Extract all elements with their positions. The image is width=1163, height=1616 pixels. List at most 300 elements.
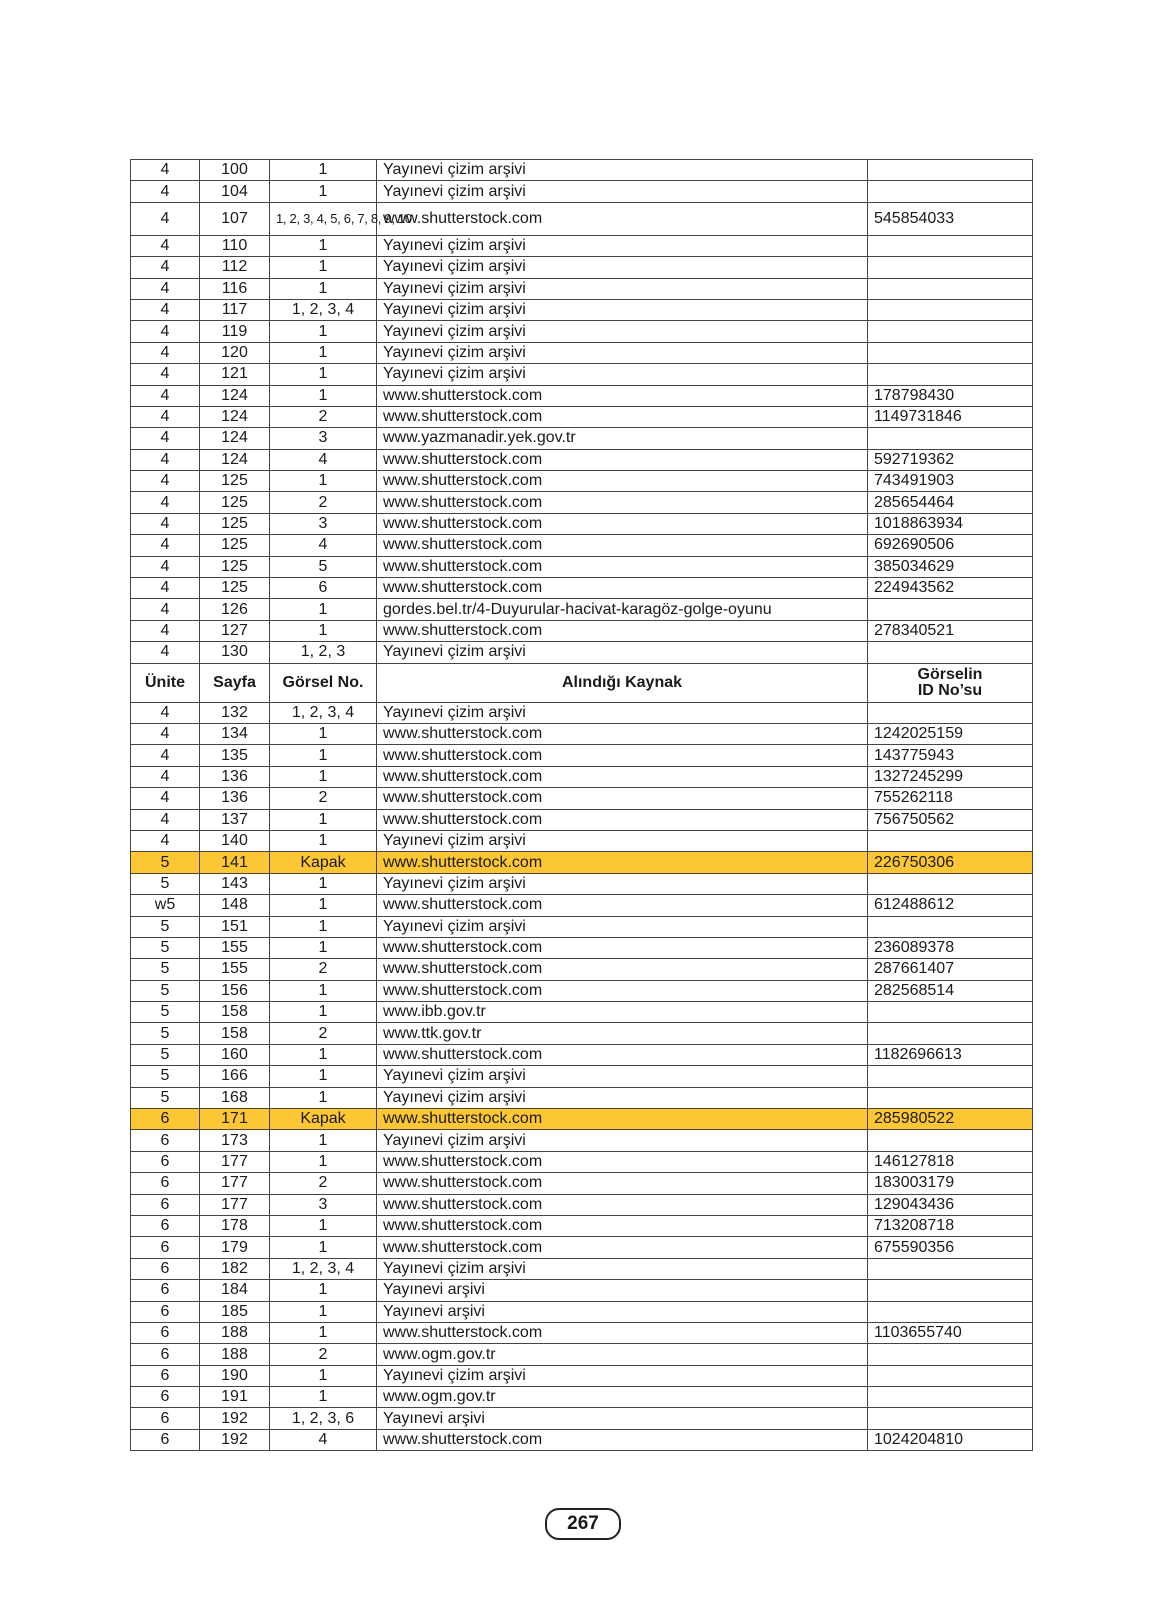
cell-unit: 4 bbox=[131, 745, 200, 766]
cell-page: 136 bbox=[200, 788, 270, 809]
table-row bbox=[131, 830, 1033, 851]
cell-unit: 4 bbox=[131, 556, 200, 577]
cell-page: 155 bbox=[200, 959, 270, 980]
table-row bbox=[131, 492, 1033, 513]
cell-unit: 4 bbox=[131, 830, 200, 851]
cell-unit: 6 bbox=[131, 1365, 200, 1386]
cell-source: Yayınevi çizim arşivi bbox=[377, 181, 868, 202]
cell-image-no: 1 bbox=[270, 830, 377, 851]
cell-image-id bbox=[868, 873, 1033, 894]
cell-image-id bbox=[868, 599, 1033, 620]
table-header-row-group bbox=[131, 663, 1033, 702]
cell-image-no: 2 bbox=[270, 959, 377, 980]
cell-page: 137 bbox=[200, 809, 270, 830]
cell-page: 191 bbox=[200, 1387, 270, 1408]
cell-image-no: Kapak bbox=[270, 852, 377, 873]
cell-image-no: 1 bbox=[270, 745, 377, 766]
table-row bbox=[131, 620, 1033, 641]
table-row bbox=[131, 364, 1033, 385]
cell-page: 173 bbox=[200, 1130, 270, 1151]
cell-source: www.shutterstock.com bbox=[377, 1429, 868, 1450]
table-row bbox=[131, 809, 1033, 830]
cell-image-no: 2 bbox=[270, 492, 377, 513]
table-row bbox=[131, 578, 1033, 599]
table-body-top bbox=[131, 160, 1033, 664]
cell-image-no: 1 bbox=[270, 1237, 377, 1258]
cell-source: Yayınevi çizim arşivi bbox=[377, 160, 868, 181]
cell-page: 140 bbox=[200, 830, 270, 851]
cell-image-id bbox=[868, 299, 1033, 320]
cell-image-no: 1 bbox=[270, 321, 377, 342]
cell-source: www.shutterstock.com bbox=[377, 578, 868, 599]
cell-unit: 4 bbox=[131, 723, 200, 744]
cell-image-id: 756750562 bbox=[868, 809, 1033, 830]
table-row bbox=[131, 1237, 1033, 1258]
cell-unit: 4 bbox=[131, 278, 200, 299]
cell-image-no: 4 bbox=[270, 1429, 377, 1450]
header-image-id-line1: Görselin bbox=[917, 665, 983, 683]
cell-page: 104 bbox=[200, 181, 270, 202]
table-header-row bbox=[131, 663, 1033, 702]
cell-unit: 4 bbox=[131, 181, 200, 202]
cell-page: 120 bbox=[200, 342, 270, 363]
cell-image-id: 1018863934 bbox=[868, 513, 1033, 534]
cell-image-id: 146127818 bbox=[868, 1151, 1033, 1172]
header-unit: Ünite bbox=[131, 663, 200, 702]
cell-image-no: 1, 2, 3, 4, 5, 6, 7, 8, 9, 10 bbox=[270, 202, 377, 235]
cell-page: 124 bbox=[200, 428, 270, 449]
cell-image-no: 1 bbox=[270, 873, 377, 894]
cell-image-no: 1 bbox=[270, 1215, 377, 1236]
cell-unit: 5 bbox=[131, 1044, 200, 1065]
table-row bbox=[131, 1365, 1033, 1386]
cell-page: 119 bbox=[200, 321, 270, 342]
cell-image-id: 1024204810 bbox=[868, 1429, 1033, 1450]
header-source: Alındığı Kaynak bbox=[377, 663, 868, 702]
cell-page: 143 bbox=[200, 873, 270, 894]
table-row bbox=[131, 1280, 1033, 1301]
cell-page: 125 bbox=[200, 471, 270, 492]
table-row bbox=[131, 937, 1033, 958]
cell-source: Yayınevi çizim arşivi bbox=[377, 1130, 868, 1151]
cell-unit: 6 bbox=[131, 1429, 200, 1450]
cell-source: www.yazmanadir.yek.gov.tr bbox=[377, 428, 868, 449]
table-row bbox=[131, 1301, 1033, 1322]
cell-source: gordes.bel.tr/4-Duyurular-hacivat-karagöz-golge-oyunu bbox=[377, 599, 868, 620]
cell-page: 126 bbox=[200, 599, 270, 620]
cell-unit: 5 bbox=[131, 980, 200, 1001]
cell-unit: 4 bbox=[131, 599, 200, 620]
cell-page: 177 bbox=[200, 1151, 270, 1172]
cell-image-no: 1 bbox=[270, 1044, 377, 1065]
cell-image-no: 1, 2, 3 bbox=[270, 642, 377, 663]
cell-image-no: 1 bbox=[270, 1151, 377, 1172]
table-row bbox=[131, 1429, 1033, 1450]
cell-page: 179 bbox=[200, 1237, 270, 1258]
cell-image-no: 1, 2, 3, 4 bbox=[270, 702, 377, 723]
cell-unit: 5 bbox=[131, 1066, 200, 1087]
cell-unit: 6 bbox=[131, 1258, 200, 1279]
cell-source: www.shutterstock.com bbox=[377, 202, 868, 235]
cell-image-no: 3 bbox=[270, 1194, 377, 1215]
table-row bbox=[131, 1258, 1033, 1279]
cell-image-no: 1 bbox=[270, 235, 377, 256]
table-row bbox=[131, 471, 1033, 492]
cell-image-no: 1 bbox=[270, 1301, 377, 1322]
cell-image-no: 1 bbox=[270, 599, 377, 620]
table-row bbox=[131, 702, 1033, 723]
table-row bbox=[131, 642, 1033, 663]
cell-unit: 4 bbox=[131, 809, 200, 830]
cell-unit: 6 bbox=[131, 1280, 200, 1301]
cell-page: 185 bbox=[200, 1301, 270, 1322]
cell-source: www.shutterstock.com bbox=[377, 766, 868, 787]
table-row bbox=[131, 257, 1033, 278]
cell-source: Yayınevi çizim arşivi bbox=[377, 1087, 868, 1108]
table-row bbox=[131, 788, 1033, 809]
cell-image-no: 1 bbox=[270, 257, 377, 278]
cell-image-id bbox=[868, 1130, 1033, 1151]
cell-source: Yayınevi çizim arşivi bbox=[377, 1066, 868, 1087]
table-row bbox=[131, 406, 1033, 427]
table-row bbox=[131, 723, 1033, 744]
header-image-id-line2: ID No’su bbox=[917, 681, 983, 699]
cell-image-id: 287661407 bbox=[868, 959, 1033, 980]
cell-source: Yayınevi arşivi bbox=[377, 1301, 868, 1322]
cell-image-no: 2 bbox=[270, 788, 377, 809]
cell-unit: w5 bbox=[131, 895, 200, 916]
table-row bbox=[131, 1344, 1033, 1365]
cell-image-id bbox=[868, 257, 1033, 278]
cell-image-id bbox=[868, 1002, 1033, 1023]
cell-source: www.shutterstock.com bbox=[377, 895, 868, 916]
cell-unit: 6 bbox=[131, 1173, 200, 1194]
cell-source: www.shutterstock.com bbox=[377, 980, 868, 1001]
cell-unit: 4 bbox=[131, 535, 200, 556]
cell-unit: 4 bbox=[131, 342, 200, 363]
cell-page: 192 bbox=[200, 1408, 270, 1429]
cell-image-id: 1182696613 bbox=[868, 1044, 1033, 1065]
cell-image-id: 129043436 bbox=[868, 1194, 1033, 1215]
table-row bbox=[131, 745, 1033, 766]
cell-unit: 4 bbox=[131, 235, 200, 256]
cell-image-id: 592719362 bbox=[868, 449, 1033, 470]
cell-image-no: 1 bbox=[270, 766, 377, 787]
cell-image-no: 5 bbox=[270, 556, 377, 577]
table-row bbox=[131, 873, 1033, 894]
cell-image-no: 4 bbox=[270, 535, 377, 556]
cell-image-id: 143775943 bbox=[868, 745, 1033, 766]
cell-source: Yayınevi çizim arşivi bbox=[377, 257, 868, 278]
cell-image-id: 675590356 bbox=[868, 1237, 1033, 1258]
cell-image-no: 1 bbox=[270, 937, 377, 958]
cell-source: www.shutterstock.com bbox=[377, 1194, 868, 1215]
cell-page: 171 bbox=[200, 1109, 270, 1130]
cell-page: 121 bbox=[200, 364, 270, 385]
cell-image-id bbox=[868, 642, 1033, 663]
cell-image-no: 1 bbox=[270, 342, 377, 363]
table-row bbox=[131, 556, 1033, 577]
cell-unit: 4 bbox=[131, 364, 200, 385]
cell-page: 168 bbox=[200, 1087, 270, 1108]
cell-unit: 6 bbox=[131, 1344, 200, 1365]
cell-unit: 4 bbox=[131, 702, 200, 723]
cell-image-id: 285654464 bbox=[868, 492, 1033, 513]
cell-source: www.shutterstock.com bbox=[377, 723, 868, 744]
cell-image-no: 3 bbox=[270, 428, 377, 449]
cell-image-no: 1 bbox=[270, 385, 377, 406]
cell-unit: 4 bbox=[131, 299, 200, 320]
cell-image-id: 178798430 bbox=[868, 385, 1033, 406]
cell-page: 124 bbox=[200, 385, 270, 406]
page-number: 267 bbox=[545, 1508, 621, 1540]
cell-image-no: 1 bbox=[270, 620, 377, 641]
cell-unit: 6 bbox=[131, 1387, 200, 1408]
cell-image-no: 1 bbox=[270, 809, 377, 830]
table-row bbox=[131, 1130, 1033, 1151]
table-row bbox=[131, 449, 1033, 470]
cell-image-id bbox=[868, 342, 1033, 363]
cell-source: www.ttk.gov.tr bbox=[377, 1023, 868, 1044]
cell-unit: 4 bbox=[131, 428, 200, 449]
cell-page: 184 bbox=[200, 1280, 270, 1301]
cell-unit: 5 bbox=[131, 1023, 200, 1044]
cell-image-id: 278340521 bbox=[868, 620, 1033, 641]
cell-image-no: 1 bbox=[270, 1066, 377, 1087]
cell-image-id: 236089378 bbox=[868, 937, 1033, 958]
cell-page: 110 bbox=[200, 235, 270, 256]
cell-page: 178 bbox=[200, 1215, 270, 1236]
cell-unit: 4 bbox=[131, 160, 200, 181]
table-row bbox=[131, 1044, 1033, 1065]
cell-page: 125 bbox=[200, 535, 270, 556]
cell-page: 156 bbox=[200, 980, 270, 1001]
cell-image-no: 1 bbox=[270, 1387, 377, 1408]
table-row bbox=[131, 959, 1033, 980]
table-row bbox=[131, 980, 1033, 1001]
table-row bbox=[131, 321, 1033, 342]
cell-page: 188 bbox=[200, 1344, 270, 1365]
cell-unit: 4 bbox=[131, 492, 200, 513]
cell-source: www.shutterstock.com bbox=[377, 406, 868, 427]
cell-image-no: 1 bbox=[270, 1365, 377, 1386]
cell-page: 134 bbox=[200, 723, 270, 744]
cell-source: www.shutterstock.com bbox=[377, 937, 868, 958]
cell-source: www.ogm.gov.tr bbox=[377, 1344, 868, 1365]
cell-page: 125 bbox=[200, 556, 270, 577]
cell-page: 117 bbox=[200, 299, 270, 320]
cell-image-no: 1 bbox=[270, 471, 377, 492]
table-row bbox=[131, 513, 1033, 534]
cell-page: 182 bbox=[200, 1258, 270, 1279]
cell-source: Yayınevi çizim arşivi bbox=[377, 1365, 868, 1386]
cell-page: 190 bbox=[200, 1365, 270, 1386]
cell-page: 192 bbox=[200, 1429, 270, 1450]
cell-unit: 5 bbox=[131, 1002, 200, 1023]
cell-image-id bbox=[868, 1087, 1033, 1108]
cell-image-no: 4 bbox=[270, 449, 377, 470]
cell-page: 116 bbox=[200, 278, 270, 299]
cell-source: www.shutterstock.com bbox=[377, 556, 868, 577]
cell-unit: 4 bbox=[131, 257, 200, 278]
cell-source: Yayınevi çizim arşivi bbox=[377, 278, 868, 299]
cell-unit: 4 bbox=[131, 202, 200, 235]
cell-page: 130 bbox=[200, 642, 270, 663]
cell-page: 112 bbox=[200, 257, 270, 278]
cell-unit: 6 bbox=[131, 1237, 200, 1258]
cell-page: 148 bbox=[200, 895, 270, 916]
cell-unit: 4 bbox=[131, 321, 200, 342]
cell-image-id bbox=[868, 1408, 1033, 1429]
cell-unit: 6 bbox=[131, 1151, 200, 1172]
cell-image-id bbox=[868, 181, 1033, 202]
cell-unit: 6 bbox=[131, 1301, 200, 1322]
cell-image-id bbox=[868, 1365, 1033, 1386]
cell-page: 158 bbox=[200, 1023, 270, 1044]
cell-source: www.shutterstock.com bbox=[377, 1151, 868, 1172]
table-row bbox=[131, 1109, 1033, 1130]
cell-image-id bbox=[868, 1387, 1033, 1408]
cell-source: www.shutterstock.com bbox=[377, 1215, 868, 1236]
cell-unit: 5 bbox=[131, 1087, 200, 1108]
cell-image-no: 1 bbox=[270, 160, 377, 181]
cell-unit: 6 bbox=[131, 1322, 200, 1343]
cell-image-no: 1 bbox=[270, 723, 377, 744]
cell-image-id: 224943562 bbox=[868, 578, 1033, 599]
table-row bbox=[131, 1387, 1033, 1408]
table-row bbox=[131, 278, 1033, 299]
table-body-bottom bbox=[131, 702, 1033, 1451]
cell-source: Yayınevi çizim arşivi bbox=[377, 830, 868, 851]
cell-image-id: 1149731846 bbox=[868, 406, 1033, 427]
cell-source: www.shutterstock.com bbox=[377, 513, 868, 534]
cell-unit: 4 bbox=[131, 449, 200, 470]
cell-source: www.shutterstock.com bbox=[377, 1322, 868, 1343]
table-row bbox=[131, 385, 1033, 406]
cell-image-id bbox=[868, 321, 1033, 342]
cell-image-no: 1 bbox=[270, 1130, 377, 1151]
cell-image-id bbox=[868, 1344, 1033, 1365]
cell-source: www.shutterstock.com bbox=[377, 809, 868, 830]
cell-source: www.ibb.gov.tr bbox=[377, 1002, 868, 1023]
cell-page: 141 bbox=[200, 852, 270, 873]
cell-source: Yayınevi arşivi bbox=[377, 1280, 868, 1301]
cell-image-id bbox=[868, 1023, 1033, 1044]
cell-unit: 4 bbox=[131, 642, 200, 663]
cell-source: Yayınevi çizim arşivi bbox=[377, 235, 868, 256]
table-row bbox=[131, 1151, 1033, 1172]
cell-page: 124 bbox=[200, 449, 270, 470]
cell-unit: 4 bbox=[131, 406, 200, 427]
cell-source: www.shutterstock.com bbox=[377, 1237, 868, 1258]
cell-image-id bbox=[868, 830, 1033, 851]
cell-image-no: 3 bbox=[270, 513, 377, 534]
cell-source: Yayınevi çizim arşivi bbox=[377, 916, 868, 937]
cell-image-id: 743491903 bbox=[868, 471, 1033, 492]
cell-image-id bbox=[868, 1301, 1033, 1322]
cell-image-id bbox=[868, 1066, 1033, 1087]
cell-source: Yayınevi çizim arşivi bbox=[377, 364, 868, 385]
cell-unit: 5 bbox=[131, 916, 200, 937]
cell-page: 124 bbox=[200, 406, 270, 427]
cell-source: www.shutterstock.com bbox=[377, 1044, 868, 1065]
cell-page: 125 bbox=[200, 492, 270, 513]
cell-page: 160 bbox=[200, 1044, 270, 1065]
cell-image-id bbox=[868, 1280, 1033, 1301]
cell-source: www.ogm.gov.tr bbox=[377, 1387, 868, 1408]
cell-source: Yayınevi çizim arşivi bbox=[377, 642, 868, 663]
cell-unit: 4 bbox=[131, 513, 200, 534]
cell-image-id bbox=[868, 160, 1033, 181]
cell-image-id bbox=[868, 1258, 1033, 1279]
cell-image-id: 713208718 bbox=[868, 1215, 1033, 1236]
cell-source: Yayınevi çizim arşivi bbox=[377, 342, 868, 363]
cell-unit: 4 bbox=[131, 766, 200, 787]
cell-page: 177 bbox=[200, 1194, 270, 1215]
cell-image-id bbox=[868, 235, 1033, 256]
table-row bbox=[131, 1322, 1033, 1343]
cell-page: 132 bbox=[200, 702, 270, 723]
cell-image-no: 1 bbox=[270, 1002, 377, 1023]
cell-unit: 6 bbox=[131, 1408, 200, 1429]
cell-unit: 6 bbox=[131, 1194, 200, 1215]
header-image-id bbox=[868, 663, 1033, 702]
cell-page: 127 bbox=[200, 620, 270, 641]
cell-unit: 4 bbox=[131, 385, 200, 406]
cell-image-id bbox=[868, 364, 1033, 385]
cell-page: 177 bbox=[200, 1173, 270, 1194]
cell-image-no: Kapak bbox=[270, 1109, 377, 1130]
table-row bbox=[131, 1194, 1033, 1215]
table-row bbox=[131, 299, 1033, 320]
cell-unit: 5 bbox=[131, 937, 200, 958]
cell-page: 125 bbox=[200, 513, 270, 534]
table-row bbox=[131, 202, 1033, 235]
cell-image-no: 1, 2, 3, 4 bbox=[270, 299, 377, 320]
cell-source: Yayınevi çizim arşivi bbox=[377, 1258, 868, 1279]
table-row bbox=[131, 235, 1033, 256]
cell-page: 135 bbox=[200, 745, 270, 766]
table-row bbox=[131, 599, 1033, 620]
cell-source: Yayınevi çizim arşivi bbox=[377, 299, 868, 320]
cell-source: www.shutterstock.com bbox=[377, 471, 868, 492]
image-sources-table bbox=[130, 159, 1033, 1451]
cell-source: www.shutterstock.com bbox=[377, 959, 868, 980]
table-row bbox=[131, 895, 1033, 916]
cell-image-no: 2 bbox=[270, 406, 377, 427]
cell-image-id bbox=[868, 278, 1033, 299]
cell-unit: 5 bbox=[131, 852, 200, 873]
cell-image-no: 1 bbox=[270, 364, 377, 385]
cell-source: www.shutterstock.com bbox=[377, 1173, 868, 1194]
cell-image-no: 1 bbox=[270, 980, 377, 1001]
cell-image-no: 2 bbox=[270, 1173, 377, 1194]
cell-source: Yayınevi çizim arşivi bbox=[377, 321, 868, 342]
cell-page: 166 bbox=[200, 1066, 270, 1087]
cell-image-no: 1 bbox=[270, 278, 377, 299]
cell-image-id bbox=[868, 702, 1033, 723]
cell-source: www.shutterstock.com bbox=[377, 492, 868, 513]
cell-image-id: 282568514 bbox=[868, 980, 1033, 1001]
cell-image-id: 755262118 bbox=[868, 788, 1033, 809]
cell-unit: 5 bbox=[131, 873, 200, 894]
cell-image-no: 2 bbox=[270, 1344, 377, 1365]
cell-source: www.shutterstock.com bbox=[377, 745, 868, 766]
table-row bbox=[131, 1087, 1033, 1108]
header-page: Sayfa bbox=[200, 663, 270, 702]
cell-page: 107 bbox=[200, 202, 270, 235]
cell-image-id bbox=[868, 916, 1033, 937]
